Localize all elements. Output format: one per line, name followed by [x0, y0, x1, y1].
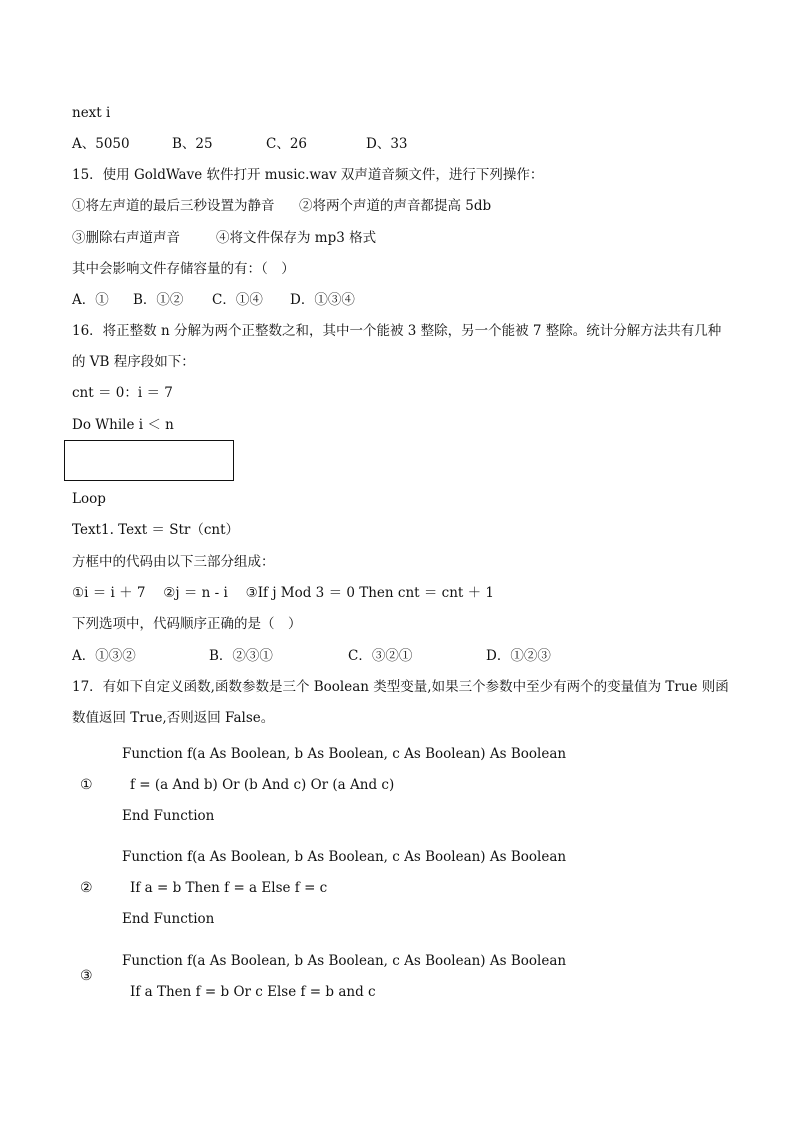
q15-op4: ④将文件保存为 mp3 格式	[216, 230, 377, 246]
q16-stem-line2: 的 VB 程序段如下：	[72, 354, 195, 370]
q15-op2: ②将两个声道的声音都提高 5db	[299, 198, 492, 214]
q16-question: 下列选项中，代码顺序正确的是（ ）	[72, 616, 302, 632]
q15-op1: ①将左声道的最后三秒设置为静音	[72, 198, 275, 214]
q17-stem-line1: 17．有如下自定义函数,函数参数是三个 Boolean 类型变量,如果三个参数中至少有两个的变量值为 True 则函	[72, 679, 729, 695]
q16-option-b: B．②③①	[209, 648, 273, 664]
q16-option-d: D．①②③	[486, 648, 551, 664]
q17-item2-mark: ②	[80, 880, 93, 896]
option-b: B、25	[172, 136, 213, 152]
q17-item1-body: f = (a And b) Or (b And c) Or (a And c)	[130, 777, 395, 793]
code-next-i: next i	[72, 105, 111, 121]
q15-option-c: C．①④	[212, 292, 263, 308]
q15-option-b: B．①②	[133, 292, 184, 308]
q17-item3-mark: ③	[80, 968, 93, 984]
q15-option-a: A．①	[72, 292, 109, 308]
q17-item3-header: Function f(a As Boolean, b As Boolean, c As Boolean) As Boolean	[122, 953, 567, 969]
q16-parts: ①i ＝ i ＋ 7 ②j ＝ n - i ③If j Mod 3 ＝ 0 Then cnt ＝ cnt ＋ 1	[72, 585, 495, 601]
q16-option-c: C．③②①	[348, 648, 413, 664]
q16-option-a: A．①③②	[72, 648, 136, 664]
q17-item3-body: If a Then f = b Or c Else f = b and c	[130, 984, 376, 1000]
q17-item1-mark: ①	[80, 777, 93, 793]
q17-item2-footer: End Function	[122, 911, 215, 927]
option-d: D、33	[366, 136, 408, 152]
option-a: A、5050	[72, 136, 130, 152]
q17-item1-footer: End Function	[122, 808, 215, 824]
q16-answer-box	[64, 440, 234, 481]
q16-code-loop: Loop	[72, 491, 106, 507]
option-c: C、26	[266, 136, 308, 152]
q17-item1-header: Function f(a As Boolean, b As Boolean, c As Boolean) As Boolean	[122, 746, 567, 762]
q16-code-init: cnt ＝ 0：i ＝ 7	[72, 385, 173, 401]
q16-stem-line1: 16．将正整数 n 分解为两个正整数之和，其中一个能被 3 整除，另一个能被 7 整除。统计分解方法共有几种	[72, 323, 722, 339]
q15-question: 其中会影响文件存储容量的有：（ ）	[72, 261, 295, 277]
q16-code-text: Text1. Text ＝ Str（cnt）	[72, 522, 240, 538]
q15-stem: 15．使用 GoldWave 软件打开 music.wav 双声道音频文件，进行下列操作：	[72, 167, 544, 183]
q16-box-desc: 方框中的代码由以下三部分组成：	[72, 554, 275, 570]
q16-code-do: Do While i ＜ n	[72, 417, 174, 433]
q17-stem-line2: 数值返回 True,否则返回 False。	[72, 710, 275, 726]
q15-op3: ③删除右声道声音	[72, 230, 180, 246]
q17-item2-body: If a = b Then f = a Else f = c	[130, 880, 328, 896]
q15-option-d: D．①③④	[290, 292, 355, 308]
q17-item2-header: Function f(a As Boolean, b As Boolean, c As Boolean) As Boolean	[122, 849, 567, 865]
